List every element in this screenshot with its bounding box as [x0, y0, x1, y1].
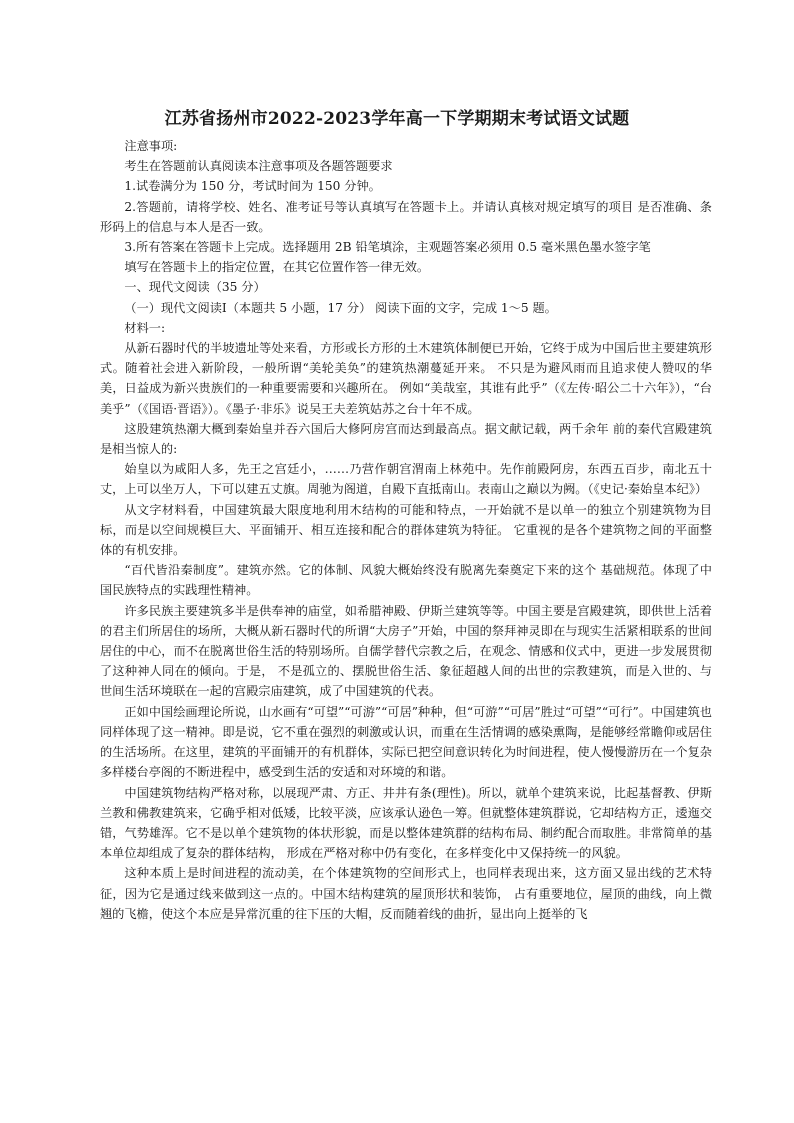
paragraph: 这种本质上是时间进程的流动美，在个体建筑物的空间形式上，也同样表现出来，这方面又显出线的艺术特征，因为它是通过线来做到这一点的。中国木结构建筑的屋顶形状和装饰， 占有重要地位，屋顶的曲线，向上微翘的飞檐，使这个本应是异常沉重的往下压的大帽，反而随着线的曲折，显出向上挺举的飞 [100, 866, 712, 921]
paragraph: 许多民族主要建筑多半是供奉神的庙堂，如希腊神殿、伊斯兰建筑等等。中国主要是宫殿建筑，即供世上活着的君主们所居住的场所，大概从新石器时代的所谓“大房子”开始，中国的祭拜神灵即在与现实生活紧相联系的世间居住的中心，而不在脱离世俗生活的特别场所。自儒学替代宗教之后，在观念、情感和仪式中，更进一步发展贯彻了这种神人同在的倾向。于是， 不是孤立的、摆脱世俗生活、象征超越人间的出世的宗教建筑，而是入世的、与世间生活环境联在一起的宫殿宗庙建筑，成了中国建筑的代表。 [100, 603, 712, 699]
material-label: 材料一: [124, 320, 166, 335]
subsection-heading: （一）现代文阅读Ⅰ（本题共 5 小题，17 分） 阅读下面的文字，完成 1～5 题。 [124, 300, 557, 315]
notice-item-2: 2.答题前，请将学校、姓名、准考证号等认真填写在答题卡上。并请认真核对规定填写的项目 是否准确、条形码上的信息与本人是否一致。 [100, 199, 712, 234]
paragraph: “百代皆沿秦制度”。建筑亦然。它的体制、风貌大概始终没有脱离先秦奠定下来的这个 基础规范。体现了中国民族特点的实践理性精神。 [100, 563, 712, 598]
document-title: 江苏省扬州市2022-2023学年高一下学期期末考试语文试题 [164, 109, 630, 129]
paragraph: 从新石器时代的半坡遗址等处来看，方形或长方形的土木建筑体制便已开始，它终于成为中国后世主要建筑形式。随着社会进入新阶段，一般所谓“美轮美奂”的建筑热潮蔓延开来。 不只是为避风雨而且追求使人赞叹的华美，日益成为新兴贵族们的一种重要需要和兴趣所在。 例如“美哉室，其谁有此乎”（《左传·昭公二十六年》），“台美乎”（《国语·晋语》）。《墨子·非乐》说吴王夫差筑姑苏之台十年不成。 [100, 341, 712, 416]
paragraph: 始皇以为咸阳人多，先王之宫廷小，……乃营作朝宫渭南上林苑中。先作前殿阿房，东西五百步，南北五十丈，上可以坐万人，下可以建五丈旗。周驰为阁道，自殿下直抵南山。表南山之巅以为阙。（《史记·秦始皇本纪》） [100, 462, 712, 497]
paragraph: 中国建筑物结构严格对称，以展现严肃、方正、井井有条(理性)。所以，就单个建筑来说，比起基督教、伊斯兰教和佛教建筑来，它确乎相对低矮，比较平淡，应该承认逊色一筹。但就整体建筑群说，它却结构方正，逶迤交错，气势雄浑。它不是以单个建筑物的体状形貌，而是以整体建筑群的结构布局、制约配合而取胜。非常简单的基本单位却组成了复杂的群体结构， 形成在严格对称中仍有变化，在多样变化中又保持统一的风貌。 [100, 785, 712, 861]
notice-heading: 注意事项: [124, 139, 178, 153]
paragraph: 正如中国绘画理论所说，山水画有“可望”“可游”“可居”种种，但“可游”“可居”胜过“可望”“可行”。中国建筑也同样体现了这一精神。即是说，它不重在强烈的刺激或认识，而重在生活情调的感染熏陶，是能够经常瞻仰或居住的生活场所。在这里，建筑的平面铺开的有机群体，实际已把空间意识转化为时间进程，使人慢慢游历在一个复杂多样楼台亭阁的不断进程中，感受到生活的安适和对环境的和谐。 [100, 704, 712, 780]
paragraph: 这股建筑热潮大概到秦始皇并吞六国后大修阿房宫而达到最高点。据文献记载，两千余年 前的秦代宫殿建筑是相当惊人的: [100, 421, 712, 457]
notice-item-1: 1.试卷满分为 150 分，考试时间为 150 分钟。 [124, 179, 381, 194]
notice-item-3-cont: 填写在答题卡上的指定位置，在其它位置作答一律无效。 [124, 260, 430, 275]
notice-intro: 考生在答题前认真阅读本注意事项及各题答题要求 [124, 159, 393, 174]
section-heading: 一、现代文阅读（35 分） [124, 280, 266, 295]
notice-item-3: 3.所有答案在答题卡上完成。选择题用 2B 铅笔填涂，主观题答案必须用 0.5 毫米黑色墨水签字笔 [124, 240, 651, 255]
document-body [100, 136, 712, 924]
paragraph: 从文字材料看，中国建筑最大限度地利用木结构的可能和特点，一开始就不是以单一的独立个别建筑物为目标，而是以空间规模巨大、平面铺开、相互连接和配合的群体建筑为特征。 它重视的是各个建筑物之间的平面整体的有机安排。 [100, 502, 712, 558]
